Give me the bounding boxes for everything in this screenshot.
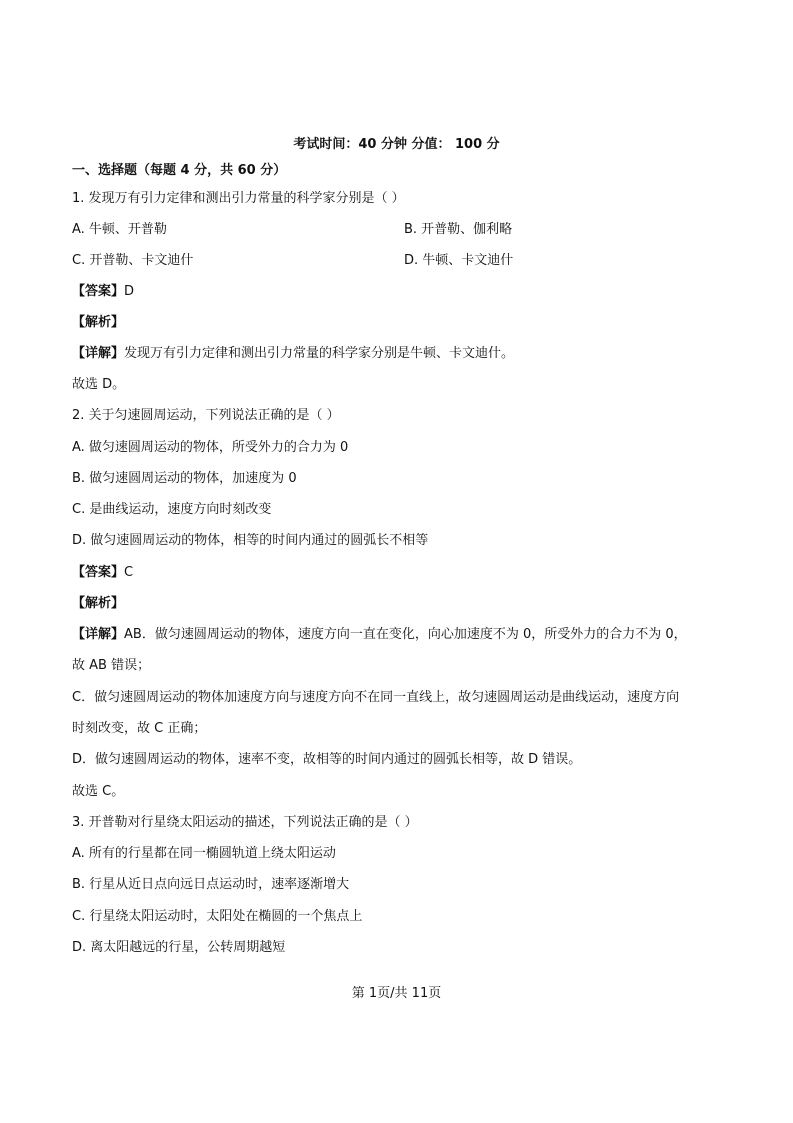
question-2-detail-line-5: D．做匀速圆周运动的物体，速率不变，故相等的时间内通过的圆弧长相等，故 D 错误。 — [72, 752, 582, 767]
question-3-option-c: C. 行星绕太阳运动时，太阳处在椭圆的一个焦点上 — [72, 909, 363, 924]
answer-value: C — [124, 565, 134, 580]
detail-tag: 【详解】 — [72, 346, 125, 361]
answer-tag: 【答案】 — [72, 565, 125, 580]
question-2-option-d: D. 做匀速圆周运动的物体，相等的时间内通过的圆弧长不相等 — [72, 533, 429, 548]
question-2-detail-line-1 — [72, 626, 722, 644]
question-2-option-c: C. 是曲线运动，速度方向时刻改变 — [72, 502, 272, 517]
section-title: 一、选择题（每题 4 分，共 60 分） — [72, 163, 287, 178]
question-1-detail — [72, 345, 514, 363]
question-1-option-c: C. 开普勒、卡文迪什 — [72, 253, 194, 268]
question-2-detail-line-2: 故 AB 错误； — [72, 658, 151, 673]
question-3-stem: 3. 开普勒对行星绕太阳运动的描述，下列说法正确的是（ ） — [72, 815, 418, 830]
question-1-conclusion: 故选 D。 — [72, 377, 126, 392]
answer-tag: 【答案】 — [72, 284, 125, 299]
question-1-option-a: A. 牛顿、开普勒 — [72, 222, 167, 237]
page-footer: 第 1页/共 11页 — [351, 986, 442, 1001]
question-2-analysis-tag — [72, 595, 124, 613]
question-1-analysis-tag — [72, 314, 124, 332]
question-1-stem: 1. 发现万有引力定律和测出引力常量的科学家分别是（ ） — [72, 191, 405, 206]
question-3-option-a: A. 所有的行星都在同一椭圆轨道上绕太阳运动 — [72, 846, 336, 861]
detail-text: AB．做匀速圆周运动的物体，速度方向一直在变化，向心加速度不为 0，所受外力的合力不为 0， — [124, 627, 687, 642]
question-1-answer — [72, 283, 134, 301]
question-1-option-d: D. 牛顿、卡文迪什 — [404, 253, 514, 268]
question-2-option-b: B. 做匀速圆周运动的物体，加速度为 0 — [72, 471, 297, 486]
analysis-tag: 【解析】 — [72, 315, 125, 330]
question-1-option-b: B. 开普勒、伽利略 — [404, 222, 513, 237]
question-2-stem: 2. 关于匀速圆周运动，下列说法正确的是（ ） — [72, 408, 340, 423]
exam-info-header: 考试时间：40 分钟 分值： 100 分 — [293, 137, 500, 152]
question-2-detail-line-3: C．做匀速圆周运动的物体加速度方向与速度方向不在同一直线上，故匀速圆周运动是曲线运动，速度方向 — [72, 690, 680, 705]
question-2-conclusion: 故选 C。 — [72, 784, 125, 799]
question-2-detail-line-4: 时刻改变，故 C 正确； — [72, 721, 207, 736]
detail-tag: 【详解】 — [72, 627, 125, 642]
question-2-option-a: A. 做匀速圆周运动的物体，所受外力的合力为 0 — [72, 440, 349, 455]
question-2-answer — [72, 564, 133, 582]
analysis-tag: 【解析】 — [72, 596, 125, 611]
detail-text: 发现万有引力定律和测出引力常量的科学家分别是牛顿、卡文迪什。 — [124, 346, 515, 361]
answer-value: D — [124, 284, 135, 299]
question-3-option-b: B. 行星从近日点向远日点运动时，速率逐渐增大 — [72, 877, 350, 892]
question-3-option-d: D. 离太阳越远的行星，公转周期越短 — [72, 940, 286, 955]
